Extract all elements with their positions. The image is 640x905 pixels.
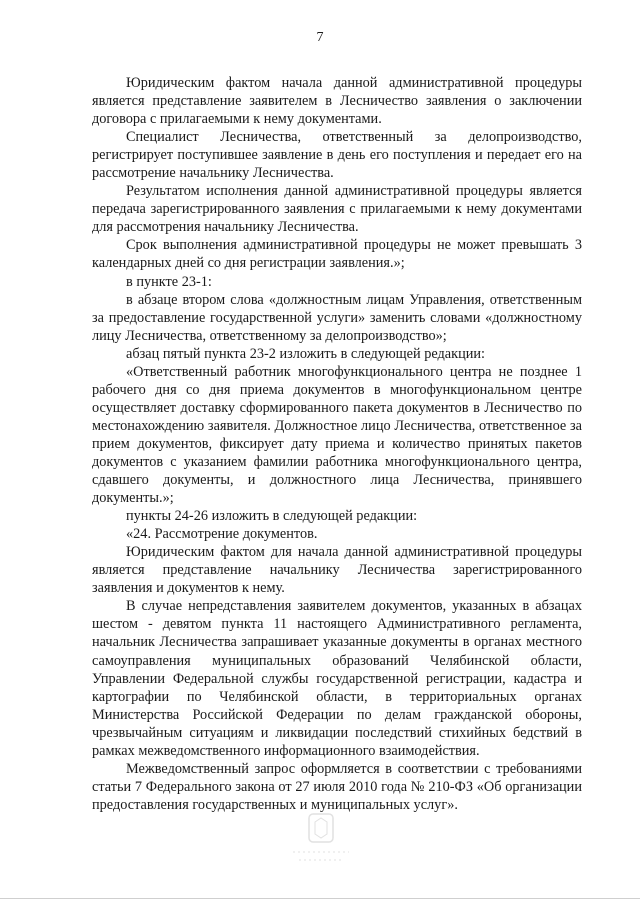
paragraph: Срок выполнения административной процедуры не может превышать 3 календарных дней со дня регистрации заявления.»; [92, 237, 582, 272]
page-edge-divider [0, 898, 640, 899]
paragraph: Специалист Лесничества, ответственный за делопроизводство, регистрирует поступившее заявление в день его поступления и передает его на рассмотрение начальнику Лесничества. [92, 129, 582, 182]
paragraph: В случае непредставления заявителем документов, указанных в абзацах шестом - девятом пункта 11 настоящего Административного регламента, начальник Лесничества запрашивает указанные документы в органах местного самоуправления муниципальных образований Челябинской области, Управлении Федеральной службы государственной регистрации, кадастра и картографии по Челябинской области, в территориальных органах Министерства Российской Федерации по делам гражданской обороны, чрезвычайным ситуациям и ликвидации последствий стихийных бедствий в рамках межведомственного информационного взаимодействия. [92, 598, 582, 759]
paragraph: Результатом исполнения данной административной процедуры является передача зарегистрированного заявления с прилагаемыми к нему документами для рассмотрения начальнику Лесничества. [92, 183, 582, 236]
document-body [92, 74, 582, 814]
paragraph: абзац пятый пункта 23-2 изложить в следующей редакции: [126, 345, 486, 362]
paragraph: пункты 24-26 изложить в следующей редакции: [126, 508, 418, 525]
paragraph: «Ответственный работник многофункционального центра не позднее 1 рабочего дня со дня приема документов в многофункциональном центре осуществляет доставку сформированного пакета документов в Лесничество по местонахождению заявителя. Должностное лицо Лесничества, ответственное за прием документов, фиксирует дату приема и количество принятых пакетов документов с указанием фамилии работника многофункционального центра, сдавшего документы, и должностного лица Лесничества, принявшего документы.»; [92, 363, 582, 507]
paragraph: в абзаце втором слова «должностным лицам Управления, ответственным за предоставление государственной услуги» заменить словами «должностному лицу Лесничества, ответственному за делопроизводство»; [92, 291, 582, 344]
paragraph: Межведомственный запрос оформляется в соответствии с требованиями статьи 7 Федерального закона от 27 июля 2010 года № 210-ФЗ «Об организации предоставления государственных и муниципальных услуг». [92, 760, 582, 813]
paragraph: «24. Рассмотрение документов. [126, 526, 318, 543]
watermark-seal-icon [285, 810, 357, 866]
paragraph: в пункте 23-1: [126, 273, 212, 290]
paragraph: Юридическим фактом начала данной административной процедуры является представление заявителем в Лесничество заявления о заключении договора с прилагаемыми к нему документами. [92, 75, 582, 128]
page-number: 7 [316, 30, 324, 45]
paragraph: Юридическим фактом для начала данной административной процедуры является представление начальнику Лесничества зарегистрированного заявления и документов к нему. [92, 544, 582, 597]
